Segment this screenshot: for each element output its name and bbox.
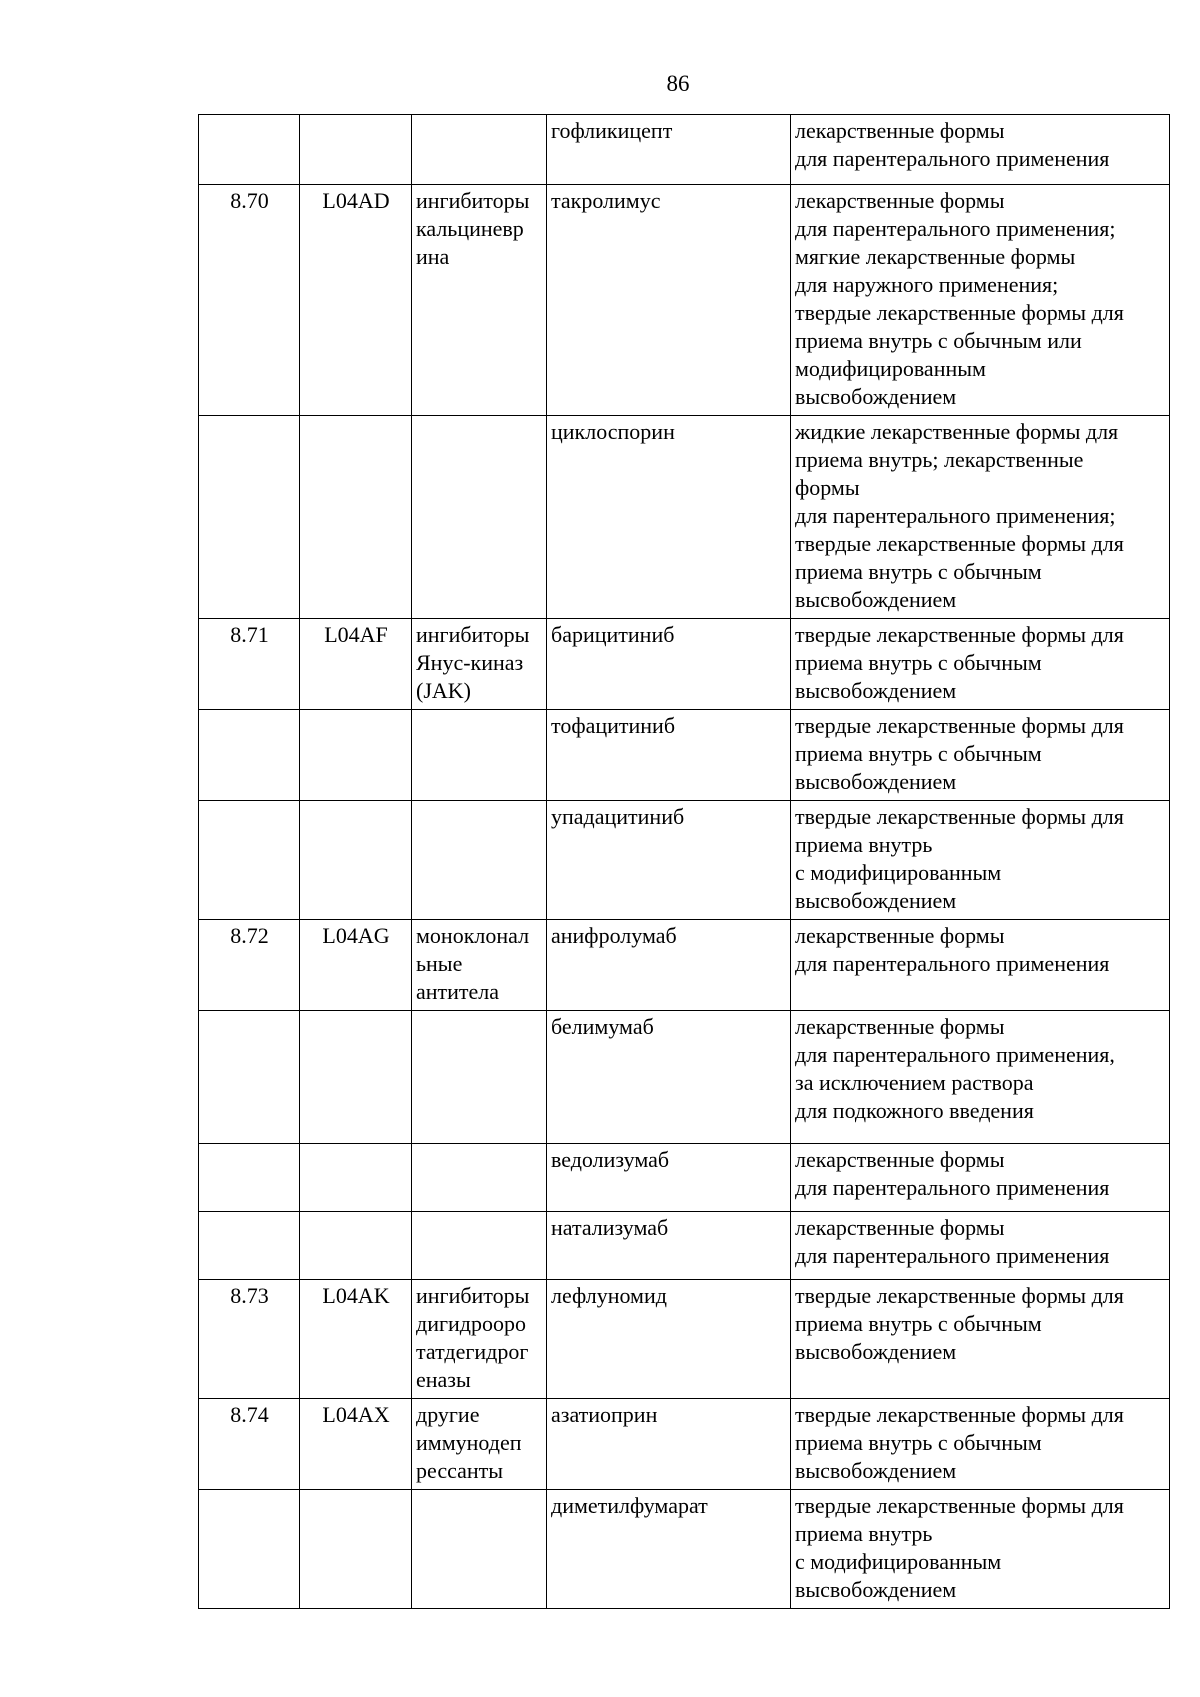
atc-code-cell: L04AK (300, 1280, 412, 1399)
dosage-form-cell: лекарственные формы для парентерального применения (791, 920, 1170, 1011)
table-row (199, 1280, 1170, 1399)
group-name-cell: другие иммунодеп рессанты (412, 1399, 547, 1490)
row-number-cell: 8.73 (199, 1280, 300, 1399)
dosage-form-cell: лекарственные формы для парентерального применения (791, 1144, 1170, 1212)
dosage-form-cell: лекарственные формы для парентерального применения (791, 115, 1170, 185)
row-number-cell: 8.74 (199, 1399, 300, 1490)
drug-name-cell: циклоспорин (547, 416, 791, 619)
drug-name-cell: гофликицепт (547, 115, 791, 185)
dosage-form-cell: жидкие лекарственные формы для приема внутрь; лекарственные формы для парентерального применения; твердые лекарственные формы для приема внутрь с обычным высвобождением (791, 416, 1170, 619)
row-number-cell (199, 710, 300, 801)
table-row (199, 1490, 1170, 1609)
drug-name-cell: диметилфумарат (547, 1490, 791, 1609)
table-row (199, 1399, 1170, 1490)
dosage-form-cell: твердые лекарственные формы для приема внутрь с модифицированным высвобождением (791, 801, 1170, 920)
row-number-cell: 8.71 (199, 619, 300, 710)
drug-name-cell: анифролумаб (547, 920, 791, 1011)
table-row (199, 1212, 1170, 1280)
row-number-cell (199, 1490, 300, 1609)
dosage-form-cell: твердые лекарственные формы для приема внутрь с обычным высвобождением (791, 1399, 1170, 1490)
group-name-cell (412, 1144, 547, 1212)
group-name-cell (412, 1490, 547, 1609)
atc-code-cell (300, 801, 412, 920)
row-number-cell (199, 416, 300, 619)
group-name-cell (412, 801, 547, 920)
dosage-form-cell: лекарственные формы для парентерального применения; мягкие лекарственные формы для наружного применения; твердые лекарственные формы для приема внутрь с обычным или модифицированным высвобождением (791, 185, 1170, 416)
dosage-form-cell: твердые лекарственные формы для приема внутрь с обычным высвобождением (791, 710, 1170, 801)
row-number-cell (199, 115, 300, 185)
atc-code-cell: L04AF (300, 619, 412, 710)
dosage-form-cell: твердые лекарственные формы для приема внутрь с модифицированным высвобождением (791, 1490, 1170, 1609)
group-name-cell (412, 115, 547, 185)
group-name-cell: ингибиторы дигидрооро татдегидрог еназы (412, 1280, 547, 1399)
drug-name-cell: упадацитиниб (547, 801, 791, 920)
table-row (199, 710, 1170, 801)
table-row (199, 115, 1170, 185)
atc-code-cell (300, 115, 412, 185)
table-row (199, 416, 1170, 619)
dosage-form-cell: лекарственные формы для парентерального применения (791, 1212, 1170, 1280)
atc-code-cell (300, 1490, 412, 1609)
row-number-cell (199, 1011, 300, 1144)
atc-code-cell (300, 1212, 412, 1280)
drug-name-cell: ведолизумаб (547, 1144, 791, 1212)
atc-code-cell (300, 1011, 412, 1144)
drug-name-cell: тофацитиниб (547, 710, 791, 801)
dosage-form-cell: твердые лекарственные формы для приема внутрь с обычным высвобождением (791, 1280, 1170, 1399)
group-name-cell (412, 1212, 547, 1280)
row-number-cell (199, 1212, 300, 1280)
drug-name-cell: натализумаб (547, 1212, 791, 1280)
table-row (199, 920, 1170, 1011)
dosage-form-cell: лекарственные формы для парентерального применения, за исключением раствора для подкожного введения (791, 1011, 1170, 1144)
row-number-cell: 8.70 (199, 185, 300, 416)
row-number-cell (199, 1144, 300, 1212)
atc-code-cell: L04AG (300, 920, 412, 1011)
atc-code-cell (300, 416, 412, 619)
drug-name-cell: такролимус (547, 185, 791, 416)
page-number: 86 (666, 71, 690, 96)
group-name-cell: ингибиторы Янус-киназ (JAK) (412, 619, 547, 710)
row-number-cell (199, 801, 300, 920)
table-row (199, 1011, 1170, 1144)
drug-name-cell: азатиоприн (547, 1399, 791, 1490)
drug-name-cell: лефлуномид (547, 1280, 791, 1399)
drug-name-cell: барицитиниб (547, 619, 791, 710)
group-name-cell: моноклонал ьные антитела (412, 920, 547, 1011)
drug-table (198, 114, 1170, 1609)
table-row (199, 1144, 1170, 1212)
table-row (199, 619, 1170, 710)
row-number-cell: 8.72 (199, 920, 300, 1011)
atc-code-cell: L04AD (300, 185, 412, 416)
atc-code-cell (300, 1144, 412, 1212)
atc-code-cell: L04AX (300, 1399, 412, 1490)
group-name-cell (412, 710, 547, 801)
drug-name-cell: белимумаб (547, 1011, 791, 1144)
group-name-cell (412, 1011, 547, 1144)
atc-code-cell (300, 710, 412, 801)
dosage-form-cell: твердые лекарственные формы для приема внутрь с обычным высвобождением (791, 619, 1170, 710)
group-name-cell: ингибиторы кальциневр ина (412, 185, 547, 416)
table-row (199, 185, 1170, 416)
table-row (199, 801, 1170, 920)
group-name-cell (412, 416, 547, 619)
